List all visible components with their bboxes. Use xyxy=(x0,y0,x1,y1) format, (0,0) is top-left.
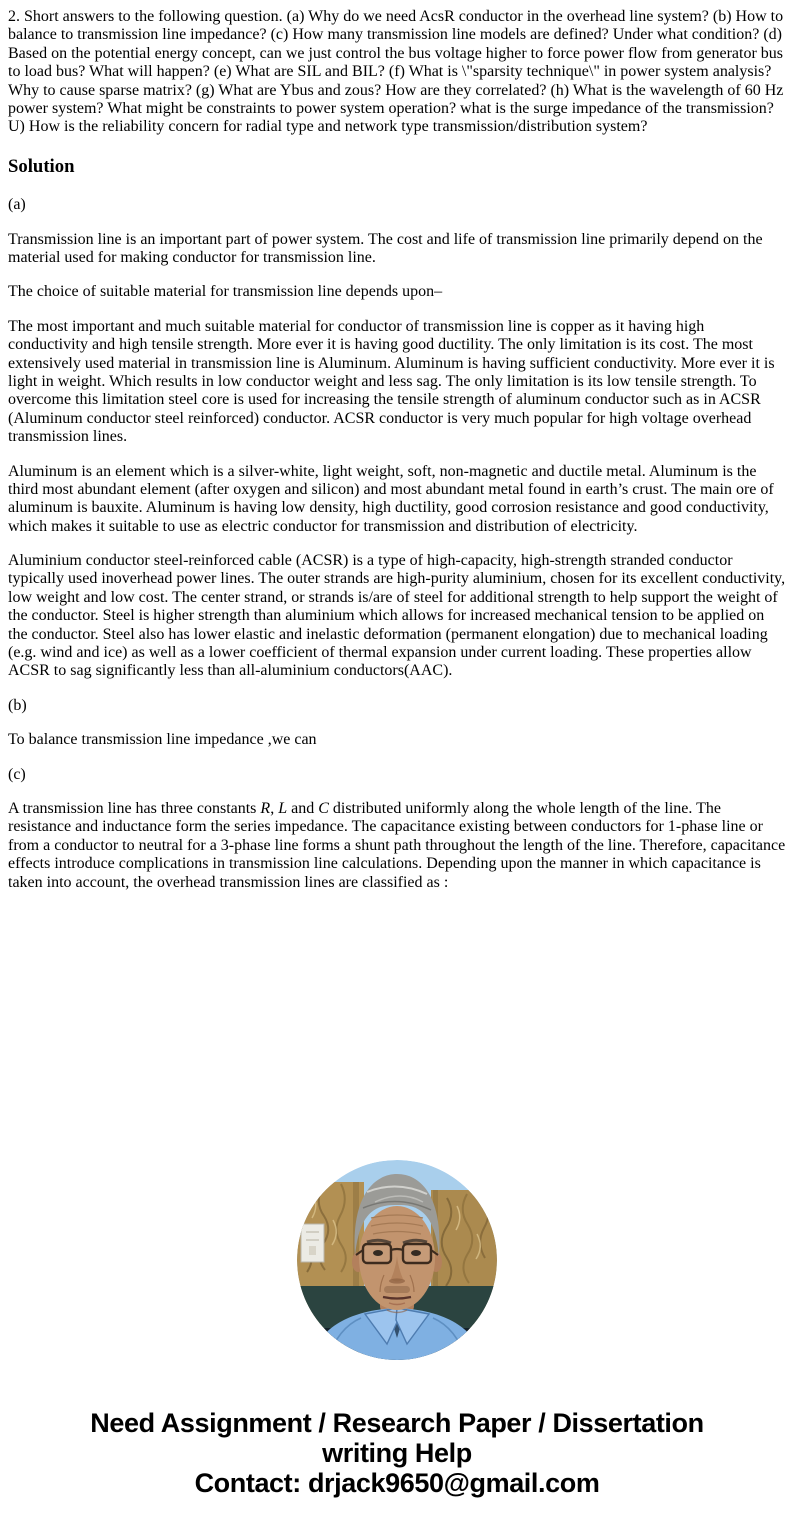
portrait-photo xyxy=(297,1160,497,1360)
part-c-text-segment: A transmission line has three constants xyxy=(8,800,261,817)
solution-heading: Solution xyxy=(8,155,75,177)
part-b-paragraph: To balance transmission line impedance ,we can xyxy=(8,731,317,749)
footer-line-1: Need Assignment / Research Paper / Dissertation xyxy=(90,1407,704,1438)
part-c-label: (c) xyxy=(8,765,26,783)
blank-space xyxy=(8,908,786,1160)
part-c-text-segment: distributed uniformly along the whole length of the line. The resistance and inductance form the series impedance. The capacitance existing between conductors for 1-phase line or from a conductor to neutral for a 3-phase line forms a shunt path throughout the length of the line. Therefore, capacitance effects introduce complications in transmission line calculations. Depending upon the manner in which capacitance is taken into account, the overhead transmission lines are classified as : xyxy=(8,800,786,891)
part-c-text-segment: , xyxy=(270,800,279,817)
part-c-italic-R: R xyxy=(260,800,271,817)
part-a-paragraph-1: Transmission line is an important part of power system. The cost and life of transmission line primarily depend on the material used for making conductor for transmission line. xyxy=(8,230,763,267)
part-a-paragraph-3: The most important and much suitable material for conductor of transmission line is copper as it having high conductivity and high tensile strength. More ever it is having good ductility. The only limitation is its cost. The most extensively used material in transmission line is Aluminum. Aluminum is having sufficient conductivity. More ever it is light in weight. Which results in low conductor weight and less sag. The only limitation is its low tensile strength. To overcome this limitation steel core is used for increasing the tensile strength of aluminum conductor such as in ACSR (Aluminum conductor steel reinforced) conductor. ACSR conductor is very much popular for high voltage overhead transmission lines. xyxy=(8,317,775,446)
photo-wall-panel xyxy=(301,1224,324,1262)
part-a-paragraph-2: The choice of suitable material for transmission line depends upon– xyxy=(8,283,443,301)
part-c-text-segment: and xyxy=(287,800,319,817)
footer-line-2: writing Help xyxy=(322,1437,472,1468)
part-c-italic-C: C xyxy=(318,800,329,817)
footer-advert xyxy=(8,1408,786,1498)
part-c-paragraph xyxy=(8,800,786,892)
part-a-paragraph-4: Aluminum is an element which is a silver-white, light weight, soft, non-magnetic and ductile metal. Aluminum is the third most abundant element (after oxygen and silicon) and most abundant metal found in earth’s crust. The main ore of aluminum is bauxite. Aluminum is having low density, high ductility, good corrosion resistance and good conductivity, which makes it suitable to use as electric conductor for transmission and distribution of electricity. xyxy=(8,462,774,535)
question-text: 2. Short answers to the following question. (a) Why do we need AcsR conductor in the overhead line system? (b) How to balance to transmission line impedance? (c) How many transmission line models are defined? Under what condition? (d) Based on the potential energy concept, can we just control the bus voltage higher to force power flow from generator bus to load bus? What will happen? (e) What are SIL and BIL? (f) What is \"sparsity technique\" in power system analysis? Why to cause sparse matrix? (g) What are Ybus and zous? How are they correlated? (h) What is the wavelength of 60 Hz power system? What might be constraints to power system operation? what is the surge impedance of the transmission? U) How is the reliability concern for radial type and network type transmission/distribution system? xyxy=(8,8,784,136)
part-c-italic-L: L xyxy=(278,800,288,817)
footer-line-3: Contact: drjack9650@gmail.com xyxy=(194,1467,600,1498)
part-b-label: (b) xyxy=(8,696,27,714)
part-a-label: (a) xyxy=(8,196,26,214)
part-a-paragraph-5: Aluminium conductor steel-reinforced cable (ACSR) is a type of high-capacity, high-strength stranded conductor typically used inoverhead power lines. The outer strands are high-purity aluminium, chosen for its excellent conductivity, low weight and low cost. The center strand, or strands is/are of steel for additional strength to help support the weight of the conductor. Steel is higher strength than aluminium which allows for increased mechanical tension to be applied on the conductor. Steel also has lower elastic and inelastic deformation (permanent elongation) due to mechanical loading (e.g. wind and ice) as well as a lower coefficient of thermal expansion under current loading. These properties allow ACSR to sag significantly less than all-aluminium conductors(AAC). xyxy=(8,552,786,680)
portrait-photo-illustration xyxy=(297,1160,497,1360)
